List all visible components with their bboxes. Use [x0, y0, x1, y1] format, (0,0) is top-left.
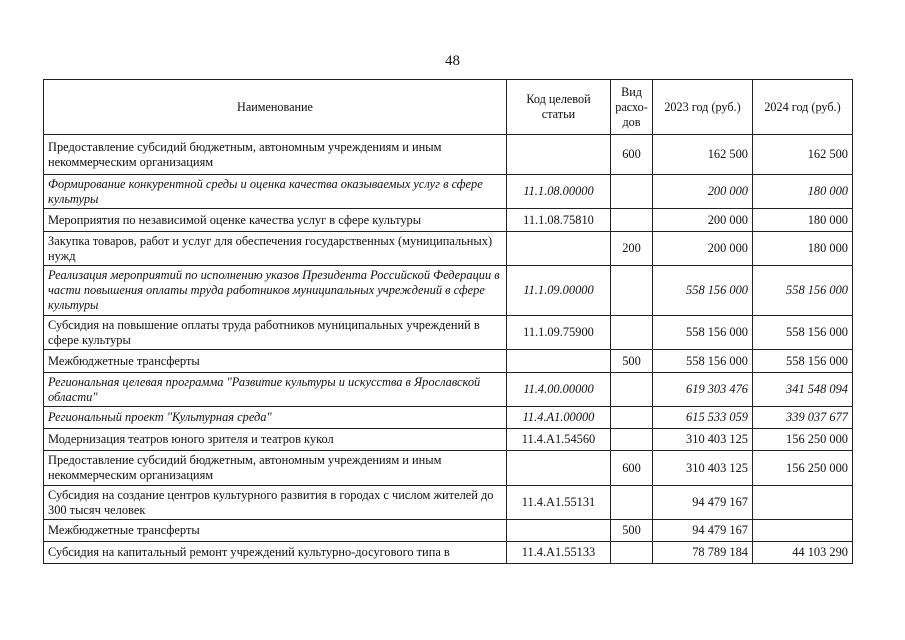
table-row: [44, 373, 853, 407]
row-2024: 558 156 000: [753, 350, 853, 373]
table-row: [44, 232, 853, 266]
row-2023: 310 403 125: [653, 451, 753, 486]
table-row: [44, 407, 853, 429]
row-name: Субсидия на капитальный ремонт учреждений культурно-досугового типа в: [44, 542, 507, 564]
row-name: Региональный проект "Культурная среда": [44, 407, 507, 429]
row-2024: 180 000: [753, 175, 853, 209]
header-code: Код целевой статьи: [507, 80, 611, 135]
row-2023: 78 789 184: [653, 542, 753, 564]
row-name: Мероприятия по независимой оценке качества услуг в сфере культуры: [44, 209, 507, 232]
header-name: Наименование: [44, 80, 507, 135]
row-code: [507, 232, 611, 266]
row-2024: 156 250 000: [753, 451, 853, 486]
row-code: 11.4.A1.55131: [507, 486, 611, 520]
row-code: [507, 451, 611, 486]
row-2024: [753, 486, 853, 520]
page-number: 48: [445, 53, 460, 69]
row-code: 11.4.00.00000: [507, 373, 611, 407]
row-vid: [611, 542, 653, 564]
row-name: Субсидия на повышение оплаты труда работников муниципальных учреждений в сфере культуры: [44, 316, 507, 350]
row-code: 11.1.09.75900: [507, 316, 611, 350]
table-row: [44, 486, 853, 520]
row-name: Закупка товаров, работ и услуг для обеспечения государственных (муниципальных) нужд: [44, 232, 507, 266]
row-vid: 600: [611, 135, 653, 175]
row-name: Предоставление субсидий бюджетным, автономным учреждениям и иным некоммерческим организациям: [44, 135, 507, 175]
header-vid: Вид расхо-дов: [611, 80, 653, 135]
row-2023: 558 156 000: [653, 316, 753, 350]
row-2023: 94 479 167: [653, 520, 753, 542]
row-2023: 619 303 476: [653, 373, 753, 407]
row-2024: 162 500: [753, 135, 853, 175]
row-name: Межбюджетные трансферты: [44, 520, 507, 542]
row-2024: 44 103 290: [753, 542, 853, 564]
table-row: [44, 175, 853, 209]
row-code: 11.4.A1.54560: [507, 429, 611, 451]
row-2023: 310 403 125: [653, 429, 753, 451]
row-2023: 200 000: [653, 232, 753, 266]
row-code: 11.1.08.00000: [507, 175, 611, 209]
row-name: Реализация мероприятий по исполнению указов Президента Российской Федерации в части повышения оплаты труда работников муниципальных учреждений в сфере культуры: [44, 266, 507, 316]
row-2024: 341 548 094: [753, 373, 853, 407]
row-name: Региональная целевая программа "Развитие культуры и искусства в Ярославской области": [44, 373, 507, 407]
budget-table: [43, 79, 853, 564]
row-vid: [611, 266, 653, 316]
row-code: 11.1.09.00000: [507, 266, 611, 316]
table-row: [44, 429, 853, 451]
table-row: [44, 266, 853, 316]
table-row: [44, 542, 853, 564]
row-2023: 200 000: [653, 209, 753, 232]
row-vid: 600: [611, 451, 653, 486]
row-vid: 500: [611, 520, 653, 542]
header-2023: 2023 год (руб.): [653, 80, 753, 135]
row-2023: 162 500: [653, 135, 753, 175]
row-vid: [611, 486, 653, 520]
row-name: Предоставление субсидий бюджетным, автономным учреждениям и иным некоммерческим организациям: [44, 451, 507, 486]
row-2023: 558 156 000: [653, 266, 753, 316]
row-2023: 558 156 000: [653, 350, 753, 373]
row-vid: [611, 175, 653, 209]
table-row: [44, 350, 853, 373]
row-vid: 500: [611, 350, 653, 373]
table-row: [44, 135, 853, 175]
row-2024: 180 000: [753, 209, 853, 232]
row-vid: [611, 429, 653, 451]
row-name: Формирование конкурентной среды и оценка качества оказываемых услуг в сфере культуры: [44, 175, 507, 209]
row-2024: 339 037 677: [753, 407, 853, 429]
row-code: [507, 135, 611, 175]
row-code: 11.4.A1.55133: [507, 542, 611, 564]
row-2023: 94 479 167: [653, 486, 753, 520]
row-vid: [611, 209, 653, 232]
row-code: 11.4.A1.00000: [507, 407, 611, 429]
table-row: [44, 451, 853, 486]
table-row: [44, 209, 853, 232]
row-2024: 156 250 000: [753, 429, 853, 451]
row-vid: [611, 316, 653, 350]
row-vid: [611, 407, 653, 429]
row-vid: 200: [611, 232, 653, 266]
row-2024: 180 000: [753, 232, 853, 266]
header-2024: 2024 год (руб.): [753, 80, 853, 135]
header-row: [44, 80, 853, 135]
row-code: [507, 520, 611, 542]
row-2024: 558 156 000: [753, 266, 853, 316]
row-2024: [753, 520, 853, 542]
row-2023: 200 000: [653, 175, 753, 209]
row-code: [507, 350, 611, 373]
row-name: Субсидия на создание центров культурного развития в городах с числом жителей до 300 тысяч человек: [44, 486, 507, 520]
table-row: [44, 316, 853, 350]
row-2024: 558 156 000: [753, 316, 853, 350]
row-vid: [611, 373, 653, 407]
row-name: Межбюджетные трансферты: [44, 350, 507, 373]
row-name: Модернизация театров юного зрителя и театров кукол: [44, 429, 507, 451]
row-code: 11.1.08.75810: [507, 209, 611, 232]
row-2023: 615 533 059: [653, 407, 753, 429]
table-row: [44, 520, 853, 542]
